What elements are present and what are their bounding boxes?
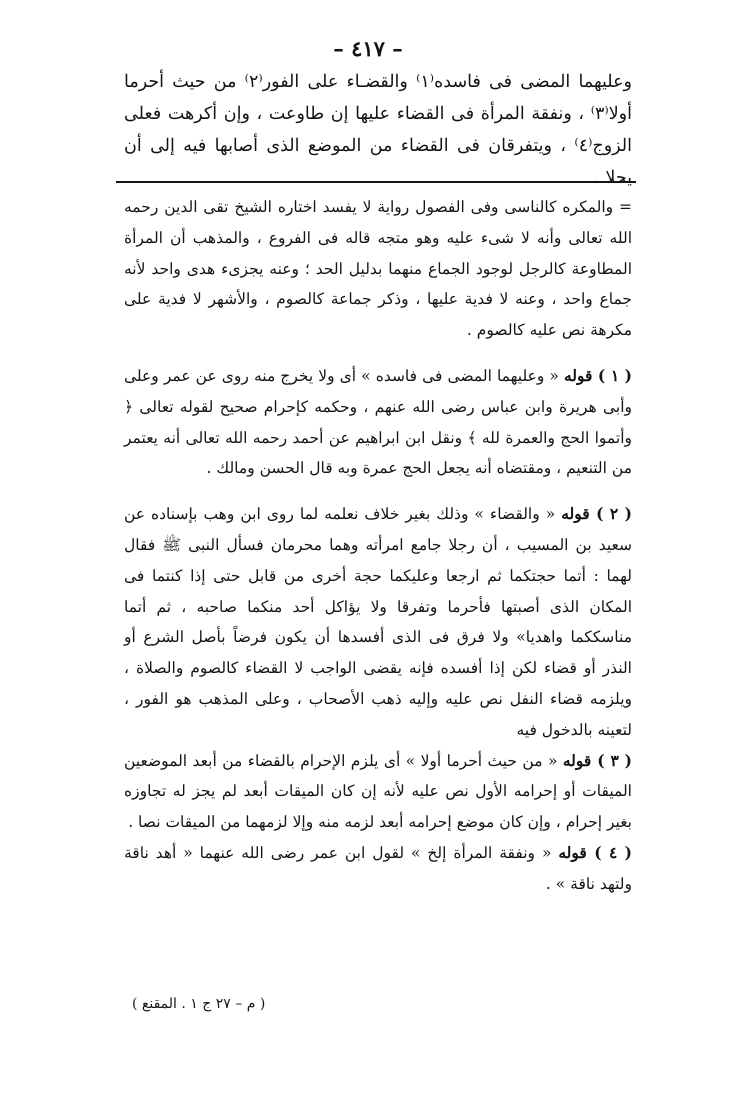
main-paragraph: وعليهما المضى فى فاسده⁽١⁾ والقضـاء على الفور⁽٢⁾ من حيث أحرما أولا⁽٣⁾ ، ونفقة المرأة فى القضاء عليها إن طاوعت ، وإن أكرهت فعلى الزوج⁽٤⁾ ، ويتفرقان فى القضاء من الموضع الذى أصابها فيه إلى أن يحلا . (124, 72, 632, 188)
footnote-2 (124, 499, 632, 745)
footnote-3 (124, 746, 632, 838)
footnote-carryover: = والمكره كالناسى وفى الفصول رواية لا يفسد اختاره الشيخ تقى الدين رحمه الله تعالى وأنه لا شىء عليه وهو متجه قاله فى الفروع ، والمذهب أن المرأة المطاوعة كالرجل لوجود الجماع منهما بدليل الحد ؛ وعنه يجزىء هدى واحد لأنه جماع واحد ، وعنه لا فدية عليها ، وذكر جماعة كالصوم ، والأشهر لا فدية على مكرهة نص عليه كالصوم . (124, 198, 632, 340)
footnote-text: « ونفقة المرأة إلخ » لقول ابن عمر رضى الله عنهما « أهد ناقة ولتهد ناقة » . (124, 843, 632, 893)
footnote-divider (116, 181, 636, 183)
printer-signature: ( م – ٢٧ ج ١ . المقنع ) (132, 996, 266, 1012)
footnote-4 (124, 838, 632, 900)
footnote-text: « والقضاء » وذلك بغير خلاف نعلمه لما روى ابن وهب بإسناده عن سعيد بن المسيب ، أن رجلا جامع امرأته وهما محرمان فسأل النبى ﷺ فقال لهما : أتما حجتكما ثم ارجعا وعليكما حجة أخرى من قابل حتى إذا كنتما فى المكان الذى أصبتها فأحرما وتفرقا ولا يؤاكل أحد منكما صاحبه ، ثم أتما مناسككما واهديا» ولا فرق فى الذى أفسدها أن يكون فرضاً بأصل الشرع أو النذر أو قضاء لكن إذا أفسده فإنه يقضى الواجب لا القضاء كالصوم والصلاة ، ويلزمه قضاء النفل نص عليه وإليه ذهب الأصحاب ، وعلى المذهب هو الفور ، لتعينه بالدخول فيه (124, 505, 632, 739)
footnote-marker: ( ٢ ) قوله (561, 504, 633, 524)
footnote-text: « وعليهما المضى فى فاسده » أى ولا يخرج منه روى عن عمر وعلى وأبى هريرة وابن عباس رضى الله عنهم ، وحكمه كإحرام صحيح لقوله تعالى ﴿ وأتموا الحج والعمرة لله ﴾ ونقل ابن ابراهيم عن أحمد رحمه الله تعالى أنه يعتمر من التنعيم ، ومقتضاه أنه يجعل الحج عمرة وبه قال الحسن ومالك . (124, 366, 632, 478)
footnote-text: « من حيث أحرما أولا » أى يلزم الإحرام بالقضاء من أبعد الموضعين الميقات أو إحرامه الأول نص عليه لأنه إن كان الميقات أبعد لم يجز له تجاوزه بغير إحرام ، وإن كان موضع إحرامه أبعد لزمه منه وإلا لزمهما من الميقات نصا . (124, 751, 632, 832)
footnote-marker: ( ٣ ) قوله (562, 750, 633, 770)
footnote-1 (124, 361, 632, 484)
page-number: – ٤١٧ – (333, 36, 403, 61)
footnote-marker: ( ٤ ) قوله (558, 842, 633, 862)
footnote-marker: ( ١ ) قوله (563, 365, 633, 385)
footnotes-block (124, 192, 632, 900)
main-text-block (124, 66, 632, 194)
